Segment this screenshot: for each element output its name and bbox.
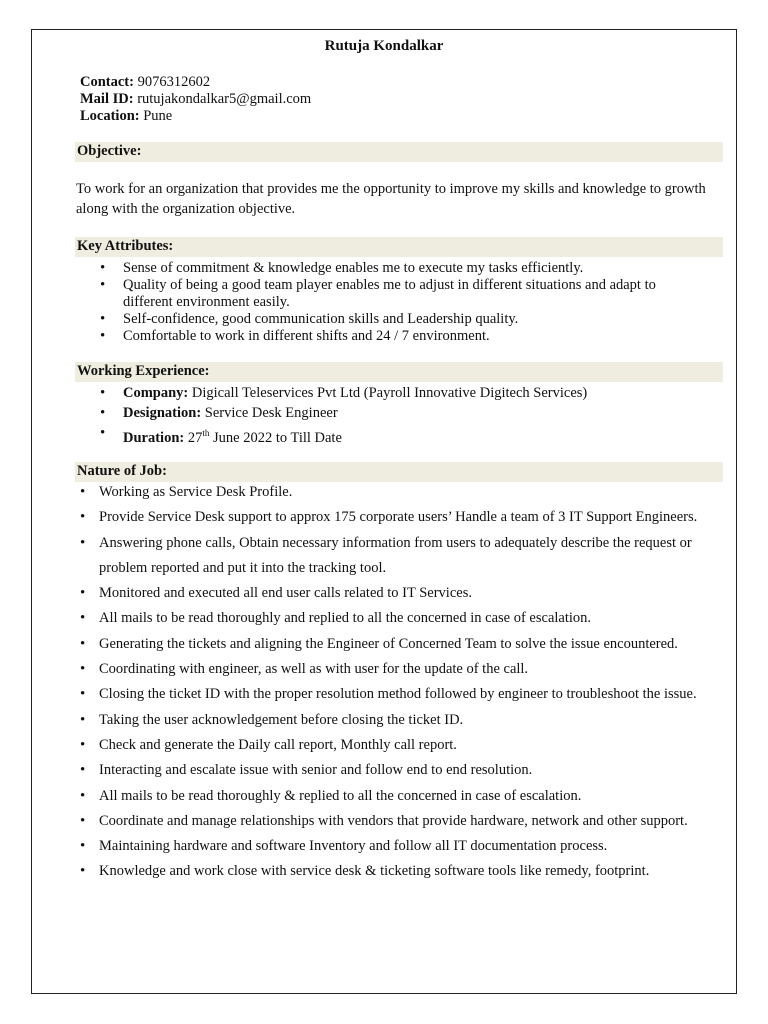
nature-of-job-heading: Nature of Job: [77,463,167,479]
objective-heading: Objective: [77,143,142,159]
list-item: • Monitored and executed all end user calls related to IT Services. [80,581,710,606]
duration-suffix: th [202,428,210,438]
mail-value: rutujakondalkar5@gmail.com [137,91,312,107]
list-item: • Self-confidence, good communication skills and Leadership quality. [98,311,708,328]
list-item: • Coordinating with engineer, as well as with user for the update of the call. [80,657,710,682]
location-row [80,108,311,125]
company-label: Company: [123,385,189,401]
list-item: • Quality of being a good team player enables me to adjust in different situations and adapt to different environment easily. [98,277,708,311]
key-attributes-heading: Key Attributes: [77,238,174,254]
key-attributes-list [98,260,708,345]
designation-item [98,403,708,423]
list-item: • Sense of commitment & knowledge enables me to execute my tasks efficiently. [98,260,708,277]
contact-row [80,74,311,91]
duration-rest: June 2022 to Till Date [213,429,342,446]
list-item: • Maintaining hardware and software Inventory and follow all IT documentation process. [80,834,710,859]
company-item [98,383,708,403]
nature-of-job-list [80,480,710,885]
duration-day: 27 [187,429,203,446]
list-item: • Answering phone calls, Obtain necessary information from users to adequately describe the request or problem reported and put it into the tracking tool. [80,531,710,582]
nature-of-job-heading-bar [75,462,723,482]
list-item: • Taking the user acknowledgement before closing the ticket ID. [80,708,710,733]
experience-heading: Working Experience: [77,363,210,379]
experience-heading-bar [75,362,723,382]
mail-label: Mail ID: [80,91,134,107]
duration-item [98,423,708,448]
objective-text: To work for an organization that provides me the opportunity to improve my skills and knowledge to growth along with the organization objective. [76,181,706,217]
objective-heading-bar [75,142,723,162]
list-item: • All mails to be read thoroughly and replied to all the concerned in case of escalation. [80,606,710,631]
mail-row [80,91,311,108]
location-value: Pune [143,108,173,124]
list-item: • Coordinate and manage relationships with vendors that provide hardware, network and other support. [80,809,710,834]
company-value: Digicall Teleservices Pvt Ltd (Payroll Innovative Digitech Services) [191,385,588,401]
key-attributes-heading-bar [75,237,723,257]
list-item: • Closing the ticket ID with the proper resolution method followed by engineer to troubleshoot the issue. [80,682,710,707]
duration-label: Duration: [123,429,185,446]
list-item: • All mails to be read thoroughly & replied to all the concerned in case of escalation. [80,784,710,809]
list-item: • Provide Service Desk support to approx 175 corporate users’ Handle a team of 3 IT Support Engineers. [80,505,710,530]
designation-value: Service Desk Engineer [204,405,338,421]
list-item: • Comfortable to work in different shifts and 24 / 7 environment. [98,328,708,345]
contact-value: 9076312602 [137,74,211,90]
list-item: • Knowledge and work close with service desk & ticketing software tools like remedy, footprint. [80,859,710,884]
contact-label: Contact: [80,74,134,90]
designation-label: Designation: [123,405,202,421]
list-item: • Interacting and escalate issue with senior and follow end to end resolution. [80,758,710,783]
list-item: • Check and generate the Daily call report, Monthly call report. [80,733,710,758]
contact-block [80,74,311,125]
list-item: • Generating the tickets and aligning the Engineer of Concerned Team to solve the issue encountered. [80,632,710,657]
experience-list [98,383,708,448]
list-item: • Working as Service Desk Profile. [80,480,710,505]
location-label: Location: [80,108,140,124]
candidate-name: Rutuja Kondalkar [324,38,444,54]
